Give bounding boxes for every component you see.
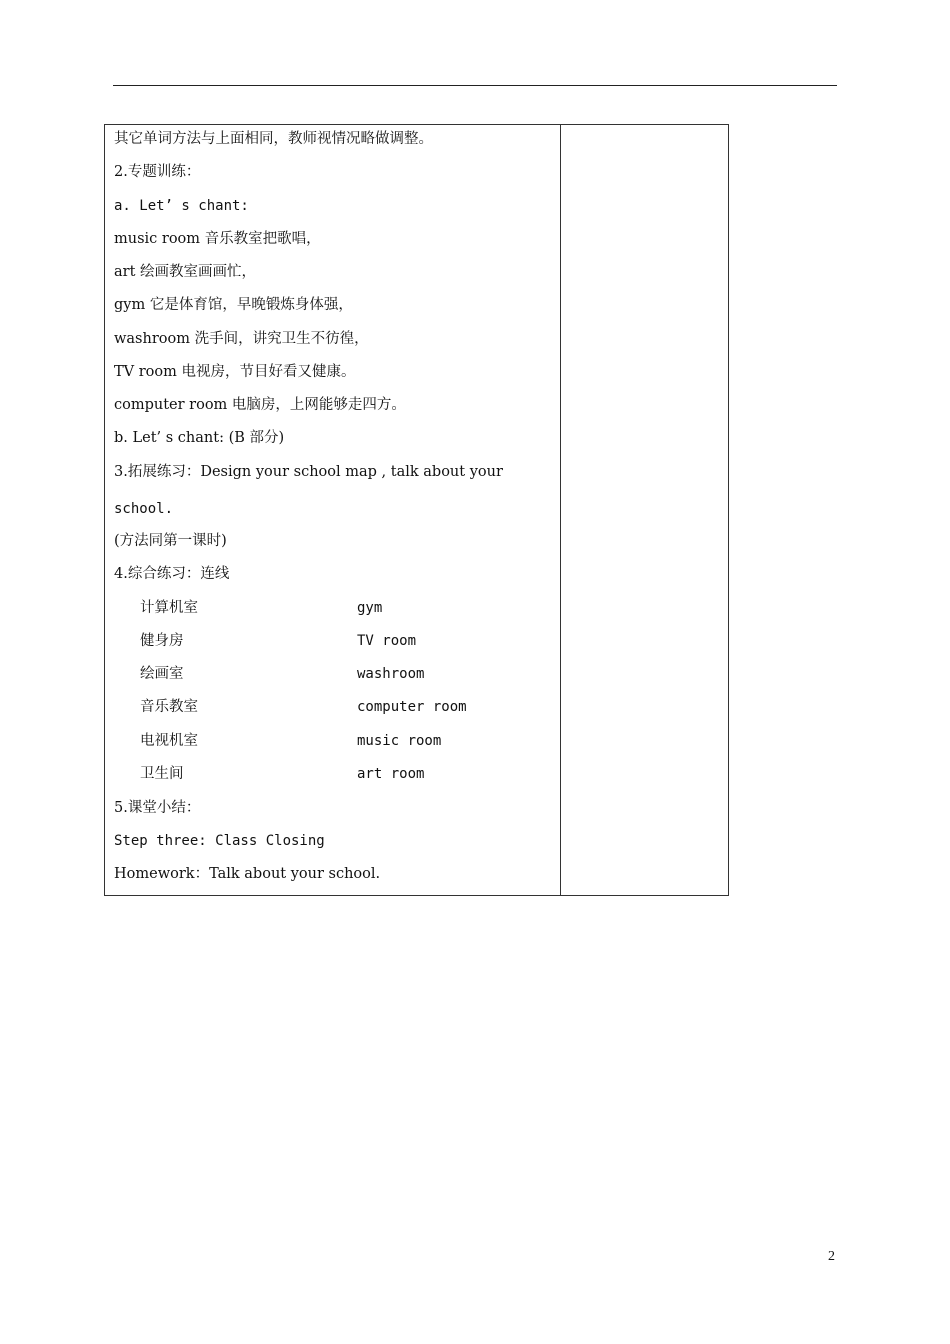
section-heading: 3.拓展练习：Design your school map , talk about your bbox=[114, 464, 503, 480]
match-chinese-item: 健身房 bbox=[140, 633, 184, 649]
match-chinese-item: 音乐教室 bbox=[140, 699, 198, 715]
column-divider bbox=[560, 125, 561, 895]
text-line: a. Let’ s chant: bbox=[114, 198, 249, 214]
section-heading: 4.综合练习：连线 bbox=[114, 566, 230, 582]
match-english-item: gym bbox=[357, 600, 383, 616]
section-heading: 5.课堂小结： bbox=[114, 800, 201, 816]
match-english-item: washroom bbox=[357, 666, 425, 682]
chant-line: music room 音乐教室把歌唱， bbox=[114, 231, 321, 247]
match-chinese-item: 计算机室 bbox=[140, 600, 198, 616]
chant-line: washroom 洗手间，讲究卫生不彷徨， bbox=[114, 331, 369, 347]
text-line: school. bbox=[114, 501, 174, 517]
match-english-item: music room bbox=[357, 733, 442, 749]
lesson-table bbox=[104, 124, 729, 896]
text-line: (方法同第一课时) bbox=[114, 533, 227, 549]
chant-line: art 绘画教室画画忙， bbox=[114, 264, 257, 280]
match-chinese-item: 卫生间 bbox=[140, 766, 184, 782]
text-line: Homework：Talk about your school. bbox=[114, 866, 381, 882]
match-chinese-item: 绘画室 bbox=[140, 666, 184, 682]
text-line: b. Let’ s chant: (B 部分) bbox=[114, 430, 285, 446]
text-line: 其它单词方法与上面相同，教师视情况略做调整。 bbox=[114, 131, 433, 147]
header-rule bbox=[113, 85, 837, 86]
text-line: Step three: Class Closing bbox=[114, 833, 325, 849]
page-number: 2 bbox=[828, 1249, 835, 1264]
chant-line: computer room 电脑房，上网能够走四方。 bbox=[114, 397, 406, 413]
section-heading: 2.专题训练： bbox=[114, 164, 201, 180]
match-english-item: computer room bbox=[357, 699, 467, 715]
match-english-item: art room bbox=[357, 766, 425, 782]
chant-line: gym 它是体育馆，早晚锻炼身体强， bbox=[114, 297, 353, 313]
match-english-item: TV room bbox=[357, 633, 417, 649]
match-chinese-item: 电视机室 bbox=[140, 733, 198, 749]
chant-line: TV room 电视房，节目好看又健康。 bbox=[114, 364, 356, 380]
